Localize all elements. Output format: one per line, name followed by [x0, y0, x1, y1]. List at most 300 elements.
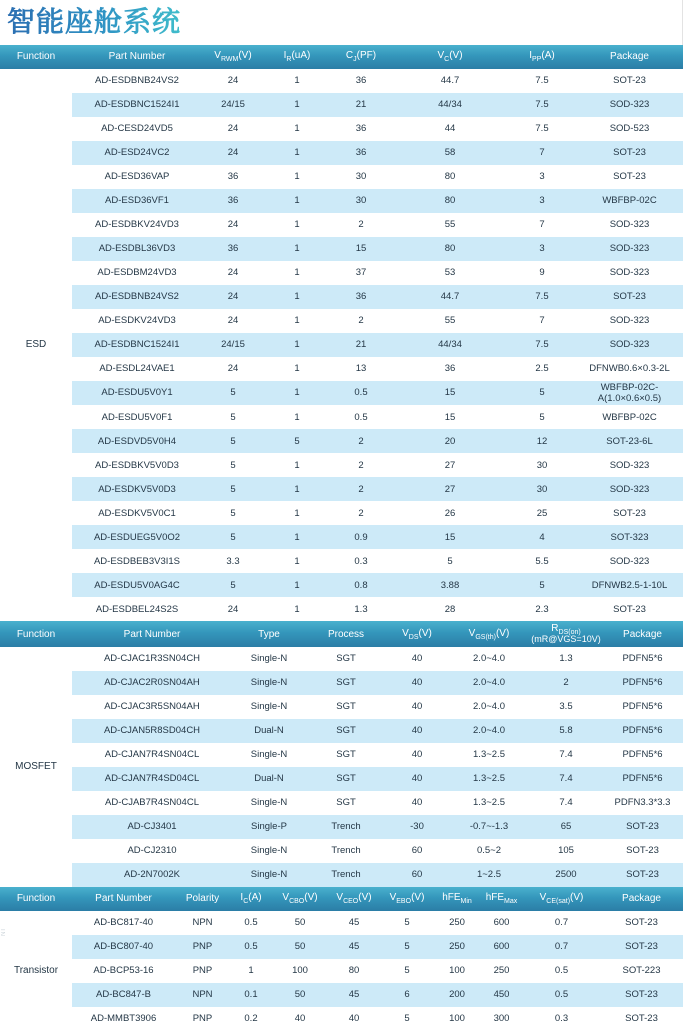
table-cell: 30 — [330, 165, 392, 189]
table-cell: 1.3 — [330, 597, 392, 621]
table-cell: 40 — [272, 1007, 328, 1031]
table-cell: Trench — [306, 839, 386, 863]
part-number-cell: AD-ESDBEL24S2S — [72, 597, 202, 621]
part-number-cell: AD-ESD36VF1 — [72, 189, 202, 213]
table-cell: 250 — [434, 911, 480, 935]
table-row — [0, 165, 683, 189]
header-cell: Function — [0, 45, 72, 69]
table-cell: SGT — [306, 791, 386, 815]
table-row — [0, 525, 683, 549]
table-cell: SOT-23 — [600, 935, 683, 959]
table-row — [0, 791, 683, 815]
table-row — [0, 357, 683, 381]
table-cell: 80 — [392, 237, 508, 261]
table-cell: 7.4 — [530, 767, 602, 791]
table-cell: 1 — [264, 285, 330, 309]
part-number-cell: AD-ESDBNB24VS2 — [72, 285, 202, 309]
table-cell: 1.3~2.5 — [448, 767, 530, 791]
table-cell: 6 — [380, 983, 434, 1007]
esd-table-section — [0, 45, 682, 622]
table-cell: 5 — [202, 501, 264, 525]
table-cell: SOD-323 — [576, 477, 683, 501]
part-number-cell: AD-ESDU5V0F1 — [72, 405, 202, 429]
table-cell: 36 — [330, 69, 392, 93]
table-cell: 28 — [392, 597, 508, 621]
table-cell: 1 — [264, 525, 330, 549]
table-cell: 24/15 — [202, 333, 264, 357]
header-cell: Part Number — [72, 45, 202, 69]
table-cell: 0.5 — [230, 935, 272, 959]
table-cell: 25 — [508, 501, 576, 525]
table-cell: 0.5 — [230, 911, 272, 935]
header-cell: Function — [0, 621, 72, 646]
table-cell: 40 — [386, 695, 448, 719]
table-cell: 1 — [264, 165, 330, 189]
table-cell: 1~2.5 — [448, 863, 530, 887]
header-cell: Package — [600, 887, 683, 911]
part-number-cell: AD-ESDL24VAE1 — [72, 357, 202, 381]
part-number-cell: AD-ESD24VC2 — [72, 141, 202, 165]
table-cell: 2.0~4.0 — [448, 647, 530, 671]
table-cell: 1.3~2.5 — [448, 791, 530, 815]
table-cell: 450 — [480, 983, 523, 1007]
table-cell: 44.7 — [392, 285, 508, 309]
table-cell: 1 — [264, 117, 330, 141]
table-cell: PDFN5*6 — [602, 695, 683, 719]
table-cell: 9 — [508, 261, 576, 285]
table-cell: 5 — [202, 429, 264, 453]
table-cell: SOT-23 — [576, 165, 683, 189]
table-cell: 2.0~4.0 — [448, 671, 530, 695]
table-cell: 0.5 — [330, 405, 392, 429]
header-cell: hFE$_{Min}$ — [434, 887, 480, 911]
table-cell: SOD-323 — [576, 309, 683, 333]
table-cell: 13 — [330, 357, 392, 381]
table-cell: -30 — [386, 815, 448, 839]
part-number-cell: AD-ESD36VAP — [72, 165, 202, 189]
table-cell: 4 — [508, 525, 576, 549]
table-cell: 1 — [264, 309, 330, 333]
table-cell: SOT-23-6L — [576, 429, 683, 453]
table-cell: WBFBP-02C — [576, 189, 683, 213]
table-cell: -0.7~-1.3 — [448, 815, 530, 839]
table-cell: 27 — [392, 453, 508, 477]
header-cell: $C_J(PF)$ — [330, 45, 392, 69]
edge-watermark-artifact: NT — [1, 928, 7, 936]
table-cell: 1 — [264, 261, 330, 285]
table-cell: 30 — [508, 453, 576, 477]
table-cell: 0.7 — [523, 935, 600, 959]
table-cell: Single-N — [232, 695, 306, 719]
header-cell: $V_{DS}(V)$ — [386, 621, 448, 646]
header-cell: Part Number — [72, 887, 175, 911]
header-cell: $V_{EBO}(V)$ — [380, 887, 434, 911]
table-cell: DFNWB0.6×0.3-2L — [576, 357, 683, 381]
header-cell: $V_{GS(th)}(V)$ — [448, 621, 530, 646]
table-cell: 5 — [380, 959, 434, 983]
table-cell: 250 — [434, 935, 480, 959]
table-cell: 7.5 — [508, 117, 576, 141]
table-cell: 3.88 — [392, 573, 508, 597]
table-cell: 7 — [508, 309, 576, 333]
transistor-table — [0, 887, 683, 1031]
table-cell: WBFBP-02C — [576, 405, 683, 429]
table-cell: SOT-23 — [576, 285, 683, 309]
table-cell: Dual-N — [232, 719, 306, 743]
table-cell: PDFN5*6 — [602, 719, 683, 743]
table-cell: 40 — [386, 671, 448, 695]
table-cell: PDFN5*6 — [602, 743, 683, 767]
table-cell: 12 — [508, 429, 576, 453]
table-cell: 1 — [264, 381, 330, 406]
header-cell: $V_{CE(sat)}(V)$ — [523, 887, 600, 911]
table-cell: 40 — [386, 743, 448, 767]
table-cell: 1 — [264, 405, 330, 429]
table-cell: 40 — [328, 1007, 380, 1031]
table-cell: 80 — [392, 189, 508, 213]
table-cell: SOT-23 — [602, 815, 683, 839]
table-cell: 0.3 — [523, 1007, 600, 1031]
table-cell: SGT — [306, 767, 386, 791]
table-cell: 5 — [202, 381, 264, 406]
table-row — [0, 839, 683, 863]
table-cell: PDFN5*6 — [602, 671, 683, 695]
table-cell: 105 — [530, 839, 602, 863]
table-cell: Single-N — [232, 647, 306, 671]
header-cell: $V_C(V)$ — [392, 45, 508, 69]
table-cell: Dual-N — [232, 767, 306, 791]
table-cell: 58 — [392, 141, 508, 165]
table-cell: 7.4 — [530, 791, 602, 815]
table-cell: 40 — [386, 791, 448, 815]
table-cell: 3 — [508, 237, 576, 261]
table-row — [0, 573, 683, 597]
table-cell: 40 — [386, 767, 448, 791]
table-cell: 24 — [202, 597, 264, 621]
table-row — [0, 333, 683, 357]
table-cell: 2500 — [530, 863, 602, 887]
table-cell: SGT — [306, 647, 386, 671]
table-cell: 2.0~4.0 — [448, 695, 530, 719]
part-number-cell: AD-ESDBEB3V3I1S — [72, 549, 202, 573]
header-row — [0, 887, 683, 911]
table-cell: SOT-23 — [602, 839, 683, 863]
table-row — [0, 285, 683, 309]
table-cell: 5 — [380, 935, 434, 959]
part-number-cell: AD-ESDKV5V0D3 — [72, 477, 202, 501]
table-cell: 5 — [264, 429, 330, 453]
table-cell: PDFN3.3*3.3 — [602, 791, 683, 815]
table-cell: 5 — [380, 911, 434, 935]
table-cell: 0.3 — [330, 549, 392, 573]
table-cell: 5 — [380, 1007, 434, 1031]
table-row — [0, 1007, 683, 1031]
table-cell: SOD-323 — [576, 237, 683, 261]
table-cell: 2 — [330, 501, 392, 525]
header-cell: Package — [576, 45, 683, 69]
part-number-cell: AD-CJ3401 — [72, 815, 232, 839]
table-cell: 1 — [264, 453, 330, 477]
table-cell: 24 — [202, 309, 264, 333]
table-cell: 0.5 — [330, 381, 392, 406]
table-cell: SOT-323 — [576, 525, 683, 549]
table-cell: 44/34 — [392, 333, 508, 357]
table-cell: 45 — [328, 983, 380, 1007]
part-number-cell: AD-ESDU5V0Y1 — [72, 381, 202, 406]
header-cell: $I_{PP}(A)$ — [508, 45, 576, 69]
table-cell: 44/34 — [392, 93, 508, 117]
table-cell: 3 — [508, 165, 576, 189]
table-cell: 30 — [330, 189, 392, 213]
table-cell: 1 — [264, 597, 330, 621]
table-row — [0, 117, 683, 141]
table-cell: 21 — [330, 333, 392, 357]
table-cell: 2.0~4.0 — [448, 719, 530, 743]
table-cell: NPN — [175, 983, 230, 1007]
header-cell: Polarity — [175, 887, 230, 911]
table-cell: 1 — [264, 477, 330, 501]
table-cell: 5 — [202, 477, 264, 501]
table-cell: Trench — [306, 815, 386, 839]
table-row — [0, 213, 683, 237]
table-cell: SOD-523 — [576, 117, 683, 141]
table-cell: Single-N — [232, 863, 306, 887]
table-cell: Single-N — [232, 743, 306, 767]
table-cell: 26 — [392, 501, 508, 525]
table-cell: 40 — [386, 719, 448, 743]
table-cell: 24 — [202, 285, 264, 309]
table-cell: 5.8 — [530, 719, 602, 743]
table-row — [0, 719, 683, 743]
table-cell: 100 — [272, 959, 328, 983]
header-cell: Function — [0, 887, 72, 911]
table-cell: 1 — [264, 141, 330, 165]
table-cell: 7.5 — [508, 285, 576, 309]
table-cell: 5 — [202, 525, 264, 549]
part-number-cell: AD-ESDBNB24VS2 — [72, 69, 202, 93]
table-cell: 2 — [330, 453, 392, 477]
table-cell: 1 — [264, 501, 330, 525]
table-row — [0, 309, 683, 333]
table-cell: 40 — [386, 647, 448, 671]
table-cell: 36 — [202, 165, 264, 189]
header-cell: Part Number — [72, 621, 232, 646]
part-number-cell: AD-BC847-B — [72, 983, 175, 1007]
table-cell: 44 — [392, 117, 508, 141]
table-cell: SOD-323 — [576, 213, 683, 237]
table-cell: SOT-23 — [576, 141, 683, 165]
table-cell: 0.7 — [523, 911, 600, 935]
header-cell: Process — [306, 621, 386, 646]
table-cell: SOT-23 — [576, 501, 683, 525]
table-cell: 5 — [202, 573, 264, 597]
function-cell: ESD — [0, 69, 72, 622]
table-cell: 55 — [392, 213, 508, 237]
table-cell: 27 — [392, 477, 508, 501]
table-cell: 7.5 — [508, 69, 576, 93]
table-cell: SOD-323 — [576, 453, 683, 477]
table-cell: 7.4 — [530, 743, 602, 767]
header-row — [0, 45, 683, 69]
table-cell: SGT — [306, 671, 386, 695]
table-cell: 36 — [330, 141, 392, 165]
table-cell: WBFBP-02C- A(1.0×0.6×0.5) — [576, 381, 683, 406]
table-cell: SGT — [306, 719, 386, 743]
table-row — [0, 597, 683, 621]
table-cell: 1 — [264, 237, 330, 261]
mosfet-table-section — [0, 621, 682, 886]
part-number-cell: AD-ESDBL36VD3 — [72, 237, 202, 261]
table-row — [0, 381, 683, 406]
table-row — [0, 69, 683, 93]
table-cell: 36 — [392, 357, 508, 381]
table-cell: 2 — [330, 213, 392, 237]
part-number-cell: AD-MMBT3906 — [72, 1007, 175, 1031]
table-cell: 15 — [392, 381, 508, 406]
table-cell: 36 — [202, 189, 264, 213]
table-cell: 1 — [264, 93, 330, 117]
table-row — [0, 959, 683, 983]
header-cell: Type — [232, 621, 306, 646]
table-cell: 24 — [202, 117, 264, 141]
table-cell: 1.3 — [530, 647, 602, 671]
part-number-cell: AD-CJAN7R4SD04CL — [72, 767, 232, 791]
header-cell: $I_C(A)$ — [230, 887, 272, 911]
table-cell: 7.5 — [508, 333, 576, 357]
part-number-cell: AD-CJ2310 — [72, 839, 232, 863]
table-cell: SOT-23 — [600, 911, 683, 935]
table-cell: SOD-323 — [576, 549, 683, 573]
table-cell: SOD-323 — [576, 93, 683, 117]
table-cell: 36 — [202, 237, 264, 261]
table-row — [0, 477, 683, 501]
part-number-cell: AD-ESDBM24VD3 — [72, 261, 202, 285]
table-cell: 2 — [530, 671, 602, 695]
table-cell: 24 — [202, 69, 264, 93]
table-row — [0, 767, 683, 791]
table-cell: 1 — [230, 959, 272, 983]
table-cell: 53 — [392, 261, 508, 285]
table-row — [0, 93, 683, 117]
table-cell: 60 — [386, 863, 448, 887]
table-cell: PDFN5*6 — [602, 647, 683, 671]
table-cell: SGT — [306, 743, 386, 767]
part-number-cell: AD-ESDBKV5V0D3 — [72, 453, 202, 477]
table-cell: 0.5 — [523, 983, 600, 1007]
table-cell: 50 — [272, 935, 328, 959]
table-cell: 20 — [392, 429, 508, 453]
table-cell: 300 — [480, 1007, 523, 1031]
part-number-cell: AD-CJAC3R5SN04AH — [72, 695, 232, 719]
table-cell: 100 — [434, 1007, 480, 1031]
table-row — [0, 695, 683, 719]
table-cell: 7 — [508, 141, 576, 165]
table-cell: 100 — [434, 959, 480, 983]
table-row — [0, 911, 683, 935]
part-number-cell: AD-ESDKV24VD3 — [72, 309, 202, 333]
table-row — [0, 815, 683, 839]
part-number-cell: AD-CJAC1R3SN04CH — [72, 647, 232, 671]
table-row — [0, 261, 683, 285]
table-cell: 600 — [480, 911, 523, 935]
part-number-cell: AD-ESDKV5V0C1 — [72, 501, 202, 525]
table-cell: 5 — [202, 405, 264, 429]
table-row — [0, 671, 683, 695]
table-row — [0, 237, 683, 261]
table-cell: 1 — [264, 357, 330, 381]
mosfet-table — [0, 621, 683, 886]
table-row — [0, 549, 683, 573]
table-cell: 5 — [508, 405, 576, 429]
table-cell: SGT — [306, 695, 386, 719]
part-number-cell: AD-BC807-40 — [72, 935, 175, 959]
table-cell: SOT-23 — [600, 1007, 683, 1031]
table-cell: 15 — [392, 525, 508, 549]
part-number-cell: AD-ESDU5V0AG4C — [72, 573, 202, 597]
table-cell: 3.5 — [530, 695, 602, 719]
table-row — [0, 647, 683, 671]
part-number-cell: AD-ESDBNC1524I1 — [72, 93, 202, 117]
part-number-cell: AD-ESDBKV24VD3 — [72, 213, 202, 237]
table-cell: 1 — [264, 573, 330, 597]
header-cell: $R_{DS(on)}$ (mR@VGS=10V) — [530, 621, 602, 646]
table-cell: 55 — [392, 309, 508, 333]
table-cell: 2 — [330, 477, 392, 501]
table-cell: 1 — [264, 69, 330, 93]
part-number-cell: AD-CJAB7R4SN04CL — [72, 791, 232, 815]
function-cell: MOSFET — [0, 647, 72, 887]
table-cell: 2.5 — [508, 357, 576, 381]
table-cell: 0.5~2 — [448, 839, 530, 863]
table-cell: 250 — [480, 959, 523, 983]
function-cell: Transistor — [0, 911, 72, 1031]
part-number-cell: AD-2N7002K — [72, 863, 232, 887]
header-cell: $I_R(uA)$ — [264, 45, 330, 69]
table-cell: 0.8 — [330, 573, 392, 597]
table-cell: PNP — [175, 959, 230, 983]
table-cell: Trench — [306, 863, 386, 887]
header-row — [0, 621, 683, 646]
header-cell: $V_{RWM}(V)$ — [202, 45, 264, 69]
table-row — [0, 189, 683, 213]
table-cell: 3.3 — [202, 549, 264, 573]
table-cell: 36 — [330, 117, 392, 141]
table-cell: 2.3 — [508, 597, 576, 621]
table-cell: 0.5 — [523, 959, 600, 983]
table-cell: 50 — [272, 911, 328, 935]
table-cell: 7.5 — [508, 93, 576, 117]
table-cell: SOD-323 — [576, 261, 683, 285]
part-number-cell: AD-CESD24VD5 — [72, 117, 202, 141]
table-cell: 0.9 — [330, 525, 392, 549]
table-cell: NPN — [175, 911, 230, 935]
table-row — [0, 429, 683, 453]
table-row — [0, 405, 683, 429]
table-cell: DFNWB2.5-1-10L — [576, 573, 683, 597]
table-cell: 24 — [202, 357, 264, 381]
table-cell: 15 — [330, 237, 392, 261]
table-cell: 24 — [202, 261, 264, 285]
table-cell: 30 — [508, 477, 576, 501]
table-cell: 7 — [508, 213, 576, 237]
table-cell: 5.5 — [508, 549, 576, 573]
table-row — [0, 141, 683, 165]
table-cell: 50 — [272, 983, 328, 1007]
table-cell: Single-N — [232, 791, 306, 815]
table-cell: 24/15 — [202, 93, 264, 117]
table-cell: 5 — [202, 453, 264, 477]
table-cell: 45 — [328, 911, 380, 935]
